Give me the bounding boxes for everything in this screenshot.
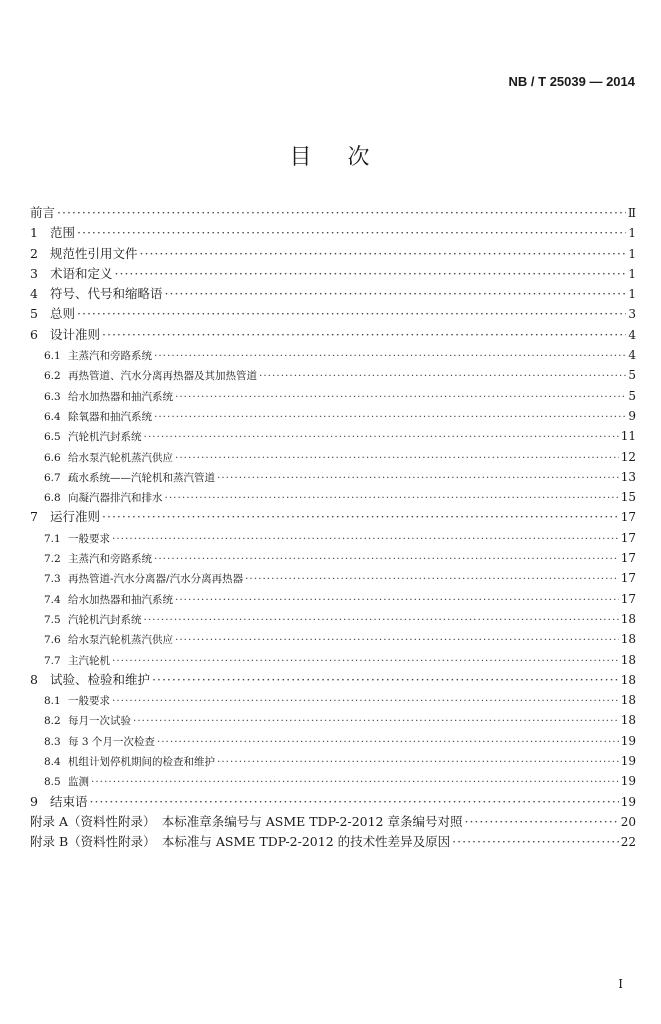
toc-entry-title: 给水加热器和抽汽系统 xyxy=(68,593,173,606)
dot-leader xyxy=(112,651,619,671)
toc-entry[interactable] xyxy=(30,528,636,548)
toc-entry-page: 17 xyxy=(620,591,636,606)
toc-entry[interactable] xyxy=(30,365,636,385)
dot-leader xyxy=(175,448,619,468)
toc-entry-page: 12 xyxy=(620,449,636,464)
toc-entry-page: 18 xyxy=(620,672,636,687)
toc-entry-page: 17 xyxy=(620,510,636,525)
toc-entry-number: 6.7 xyxy=(44,471,61,484)
toc-entry-page: 9 xyxy=(628,408,636,423)
toc-entry-title: 总则 xyxy=(50,306,76,322)
toc-entry-number: 7.5 xyxy=(44,613,61,626)
toc-entry-title: 一般要求 xyxy=(68,695,110,708)
toc-entry[interactable] xyxy=(30,284,636,304)
dot-leader xyxy=(217,468,619,488)
toc-entry[interactable] xyxy=(30,650,636,670)
dot-leader xyxy=(77,304,626,324)
toc-entry-number: 4 xyxy=(30,286,38,302)
dot-leader xyxy=(175,630,619,650)
toc-entry-page: 4 xyxy=(628,327,636,342)
dot-leader xyxy=(165,284,626,304)
toc-entry-number: 6.4 xyxy=(44,410,61,423)
toc-entry[interactable] xyxy=(30,406,636,426)
dot-leader xyxy=(115,264,626,284)
toc-entry-title: 一般要求 xyxy=(68,532,110,545)
toc-entry-page: 19 xyxy=(620,794,636,809)
toc-entry[interactable] xyxy=(30,325,636,345)
toc-entry-title: 符号、代号和缩略语 xyxy=(50,286,163,302)
toc-entry[interactable] xyxy=(30,731,636,751)
dot-leader xyxy=(154,407,626,427)
toc-entry-number: 6.1 xyxy=(44,350,61,363)
toc-entry[interactable] xyxy=(30,264,636,284)
toc-entry-number: 6.8 xyxy=(44,492,61,505)
dot-leader xyxy=(165,488,619,508)
toc-entry[interactable] xyxy=(30,751,636,771)
toc-entry[interactable] xyxy=(30,710,636,730)
toc-entry-number: 6.2 xyxy=(44,370,61,383)
toc-entry-page: 1 xyxy=(628,246,636,261)
toc-entry-title: 向凝汽器排汽和排水 xyxy=(68,492,163,505)
toc-entry-page: 17 xyxy=(620,530,636,545)
table-of-contents xyxy=(30,203,636,853)
toc-entry-page: 1 xyxy=(628,266,636,281)
toc-entry-page: 18 xyxy=(620,693,636,708)
standard-number: NB / T 25039 — 2014 xyxy=(508,74,635,89)
toc-entry-number: 8.1 xyxy=(44,695,61,708)
dot-leader xyxy=(102,507,619,527)
toc-entry-title: 每 3 个月一次检查 xyxy=(68,735,155,748)
toc-entry[interactable] xyxy=(30,386,636,406)
dot-leader xyxy=(112,529,619,549)
toc-entry-title: 给水泵汽轮机蒸汽供应 xyxy=(68,451,173,464)
toc-entry-number: 3 xyxy=(30,265,38,281)
toc-entry[interactable] xyxy=(30,792,636,812)
toc-entry-number: 7.1 xyxy=(44,532,61,545)
toc-entry-number: 7.3 xyxy=(44,573,61,586)
toc-entry-number: 2 xyxy=(30,245,38,261)
toc-entry[interactable] xyxy=(30,812,636,832)
toc-entry-title: 规范性引用文件 xyxy=(50,245,138,261)
toc-entry[interactable] xyxy=(30,487,636,507)
toc-entry-title: 监测 xyxy=(68,776,89,789)
toc-entry[interactable] xyxy=(30,832,636,852)
toc-entry-page: 19 xyxy=(620,733,636,748)
toc-entry-title: 汽轮机汽封系统 xyxy=(68,613,142,626)
toc-entry-page: 4 xyxy=(628,348,636,363)
toc-entry-number: 8.4 xyxy=(44,756,61,769)
toc-entry-title: 给水泵汽轮机蒸汽供应 xyxy=(68,634,173,647)
dot-leader xyxy=(144,427,619,447)
toc-entry-page: 11 xyxy=(620,429,636,444)
toc-entry-page: 20 xyxy=(620,814,636,829)
toc-entry-page: 19 xyxy=(620,754,636,769)
toc-entry-number: 8 xyxy=(30,671,38,687)
dot-leader xyxy=(259,366,626,386)
toc-entry-title: 范围 xyxy=(50,225,76,241)
dot-leader xyxy=(133,711,619,731)
dot-leader xyxy=(157,732,619,752)
toc-entry-title: 运行准则 xyxy=(50,509,101,525)
dot-leader xyxy=(175,590,619,610)
toc-entry-number: 7.2 xyxy=(44,553,61,566)
dot-leader xyxy=(245,569,619,589)
toc-entry-number: 7 xyxy=(30,509,38,525)
toc-entry-page: 3 xyxy=(628,307,636,322)
dot-leader xyxy=(77,223,626,243)
toc-entry-title: 附录 A（资料性附录） 本标准章条编号与 ASME TDP-2-2012 章条编号对照 xyxy=(30,813,463,829)
toc-entry-number: 6.5 xyxy=(44,431,61,444)
toc-entry-number: 8.5 xyxy=(44,776,61,789)
dot-leader xyxy=(175,387,626,407)
toc-entry-title: 再热管道-汽水分离器/汽水分离再热器 xyxy=(68,573,244,586)
toc-entry-title: 除氧器和抽汽系统 xyxy=(68,410,152,423)
title-char-1: 目 xyxy=(289,145,314,170)
toc-entry-page: 17 xyxy=(620,571,636,586)
toc-entry[interactable] xyxy=(30,447,636,467)
toc-entry-page: 15 xyxy=(620,490,636,505)
toc-entry-page: 5 xyxy=(628,388,636,403)
dot-leader xyxy=(90,792,619,812)
toc-entry-number: 9 xyxy=(30,793,38,809)
toc-entry-title: 设计准则 xyxy=(50,326,101,342)
title-char-2: 次 xyxy=(347,145,372,170)
toc-entry[interactable] xyxy=(30,223,636,243)
dot-leader xyxy=(464,812,618,832)
toc-entry-page: 18 xyxy=(620,632,636,647)
toc-entry-page: 18 xyxy=(620,652,636,667)
toc-entry[interactable] xyxy=(30,609,636,629)
toc-entry-title: 汽轮机汽封系统 xyxy=(68,431,142,444)
toc-entry-title: 每月一次试验 xyxy=(68,715,131,728)
toc-entry-page: Ⅱ xyxy=(627,206,636,220)
toc-entry-title: 机组计划停机期间的检查和维护 xyxy=(68,756,215,769)
toc-entry[interactable] xyxy=(30,345,636,365)
toc-entry-title: 再热管道、汽水分离再热器及其加热管道 xyxy=(68,370,257,383)
toc-entry-title: 疏水系统——汽轮机和蒸汽管道 xyxy=(68,471,215,484)
toc-entry-page: 5 xyxy=(628,368,636,383)
toc-entry-title: 附录 B（资料性附录） 本标准与 ASME TDP-2-2012 的技术性差异及原因 xyxy=(30,834,451,850)
toc-entry-number: 6 xyxy=(30,326,38,342)
toc-entry[interactable] xyxy=(30,467,636,487)
toc-entry[interactable] xyxy=(30,690,636,710)
page-title xyxy=(0,140,661,171)
toc-entry-title: 术语和定义 xyxy=(50,265,113,281)
toc-entry-page: 18 xyxy=(620,713,636,728)
toc-entry[interactable] xyxy=(30,771,636,791)
toc-entry-page: 1 xyxy=(628,226,636,241)
dot-leader xyxy=(154,346,626,366)
toc-entry[interactable] xyxy=(30,244,636,264)
toc-entry-number: 7.7 xyxy=(44,654,61,667)
toc-entry-page: 19 xyxy=(620,774,636,789)
toc-entry-title: 结束语 xyxy=(50,793,88,809)
dot-leader xyxy=(91,772,619,792)
toc-entry-number: 8.3 xyxy=(44,735,61,748)
toc-entry-title: 前言 xyxy=(30,205,56,220)
dot-leader xyxy=(152,670,619,690)
toc-entry-title: 主蒸汽和旁路系统 xyxy=(68,553,152,566)
toc-entry-page: 17 xyxy=(620,551,636,566)
toc-entry-number: 6.3 xyxy=(44,390,61,403)
toc-entry-number: 1 xyxy=(30,225,38,241)
dot-leader xyxy=(144,610,619,630)
toc-entry[interactable] xyxy=(30,670,636,690)
dot-leader xyxy=(140,244,626,264)
dot-leader xyxy=(154,549,619,569)
page-number: I xyxy=(618,977,623,991)
toc-entry[interactable] xyxy=(30,629,636,649)
dot-leader xyxy=(217,752,619,772)
toc-entry[interactable] xyxy=(30,426,636,446)
toc-entry-page: 13 xyxy=(620,469,636,484)
dot-leader xyxy=(452,832,619,852)
toc-entry-page: 22 xyxy=(620,835,636,850)
toc-entry-title: 主蒸汽和旁路系统 xyxy=(68,350,152,363)
toc-entry[interactable] xyxy=(30,568,636,588)
toc-entry-number: 6.6 xyxy=(44,451,61,464)
toc-entry-number: 7.6 xyxy=(44,634,61,647)
toc-entry-title: 主汽轮机 xyxy=(68,654,110,667)
toc-entry-number: 5 xyxy=(30,306,38,322)
toc-entry-page: 1 xyxy=(628,287,636,302)
toc-entry[interactable] xyxy=(30,507,636,527)
toc-entry[interactable] xyxy=(30,548,636,568)
toc-entry-title: 给水加热器和抽汽系统 xyxy=(68,390,173,403)
toc-entry[interactable] xyxy=(30,589,636,609)
toc-entry[interactable] xyxy=(30,203,636,223)
toc-entry[interactable] xyxy=(30,304,636,324)
toc-entry-number: 7.4 xyxy=(44,593,61,606)
dot-leader xyxy=(102,325,626,345)
toc-entry-number: 8.2 xyxy=(44,715,61,728)
dot-leader xyxy=(112,691,619,711)
dot-leader xyxy=(57,203,626,223)
toc-entry-page: 18 xyxy=(620,611,636,626)
toc-entry-title: 试验、检验和维护 xyxy=(50,671,151,687)
